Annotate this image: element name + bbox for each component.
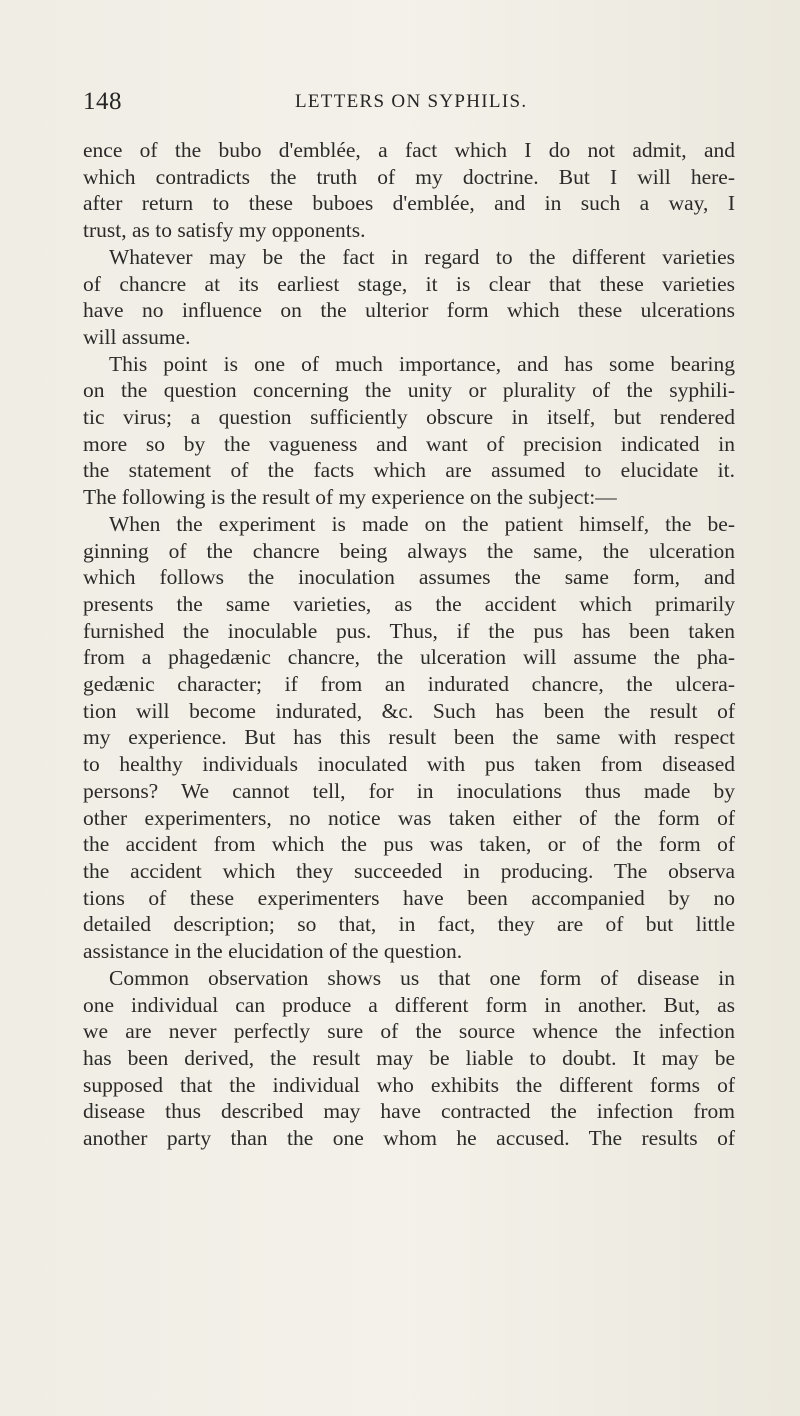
text-line: When the experiment is made on the patient himself, the be- bbox=[109, 511, 735, 536]
text-line: ence of the bubo d'emblée, a fact which I do not admit, and bbox=[83, 138, 735, 162]
paragraph-1 bbox=[83, 137, 735, 244]
text-line: tions of these experimenters have been accompanied by no bbox=[83, 885, 735, 910]
text-line: This point is one of much importance, and has some bearing bbox=[109, 351, 735, 376]
text-line: from a phagedænic chancre, the ulceration will assume the pha- bbox=[83, 645, 735, 670]
text-line: Common observation shows us that one form of disease in bbox=[109, 965, 735, 990]
text-line: on the question concerning the unity or plurality of the syphili- bbox=[83, 378, 735, 403]
text-line: gedænic character; if from an indurated chancre, the ulcera- bbox=[83, 672, 735, 697]
text-line: more so by the vagueness and want of precision indicated in bbox=[83, 431, 735, 456]
text-line: after return to these buboes d'emblée, and in such a way, I bbox=[83, 191, 735, 216]
text-line: The following is the result of my experience on the subject:— bbox=[83, 485, 617, 510]
text-line: have no influence on the ulterior form which these ulcerations bbox=[83, 298, 735, 323]
text-line: disease thus described may have contracted the infection from bbox=[83, 1099, 735, 1124]
text-line: persons? We cannot tell, for in inoculations thus made by bbox=[83, 778, 735, 803]
text-line: will assume. bbox=[83, 324, 191, 349]
text-line: trust, as to satisfy my opponents. bbox=[83, 218, 366, 243]
text-line: presents the same varieties, as the accident which primarily bbox=[83, 591, 735, 616]
running-title: LETTERS ON SYPHILIS. bbox=[295, 91, 528, 112]
paragraph-4 bbox=[83, 511, 735, 965]
page-number: 148 bbox=[83, 88, 122, 115]
body-text bbox=[83, 137, 735, 1152]
text-line: tic virus; a question sufficiently obscure in itself, but rendered bbox=[83, 405, 735, 430]
paragraph-2 bbox=[83, 244, 735, 351]
text-line: furnished the inoculable pus. Thus, if the pus has been taken bbox=[83, 618, 735, 643]
text-line: has been derived, the result may be liable to doubt. It may be bbox=[83, 1045, 735, 1070]
paragraph-3 bbox=[83, 351, 735, 511]
text-line: the accident from which the pus was taken, or of the form of bbox=[83, 832, 735, 857]
text-line: supposed that the individual who exhibits the different forms of bbox=[83, 1072, 735, 1097]
paragraph-5 bbox=[83, 965, 735, 1152]
page-header bbox=[83, 88, 733, 118]
text-line: the statement of the facts which are assumed to elucidate it. bbox=[83, 458, 735, 483]
text-line: which contradicts the truth of my doctrine. But I will here- bbox=[83, 164, 735, 189]
text-line: the accident which they succeeded in producing. The observa bbox=[83, 858, 735, 883]
text-line: ginning of the chancre being always the same, the ulceration bbox=[83, 538, 735, 563]
text-line: Whatever may be the fact in regard to the different varieties bbox=[109, 244, 735, 269]
text-line: which follows the inoculation assumes the same form, and bbox=[83, 565, 735, 590]
text-line: assistance in the elucidation of the question. bbox=[83, 939, 463, 964]
text-line: one individual can produce a different form in another. But, as bbox=[83, 992, 735, 1017]
text-line: my experience. But has this result been the same with respect bbox=[83, 725, 735, 750]
text-line: other experimenters, no notice was taken either of the form of bbox=[83, 805, 735, 830]
text-line: tion will become indurated, &c. Such has been the result of bbox=[83, 698, 735, 723]
text-line: of chancre at its earliest stage, it is clear that these varieties bbox=[83, 271, 735, 296]
text-line: detailed description; so that, in fact, they are of but little bbox=[83, 912, 735, 937]
text-line: another party than the one whom he accused. The results of bbox=[83, 1126, 735, 1151]
text-line: we are never perfectly sure of the source whence the infection bbox=[83, 1019, 735, 1044]
text-line: to healthy individuals inoculated with pus taken from diseased bbox=[83, 752, 735, 777]
